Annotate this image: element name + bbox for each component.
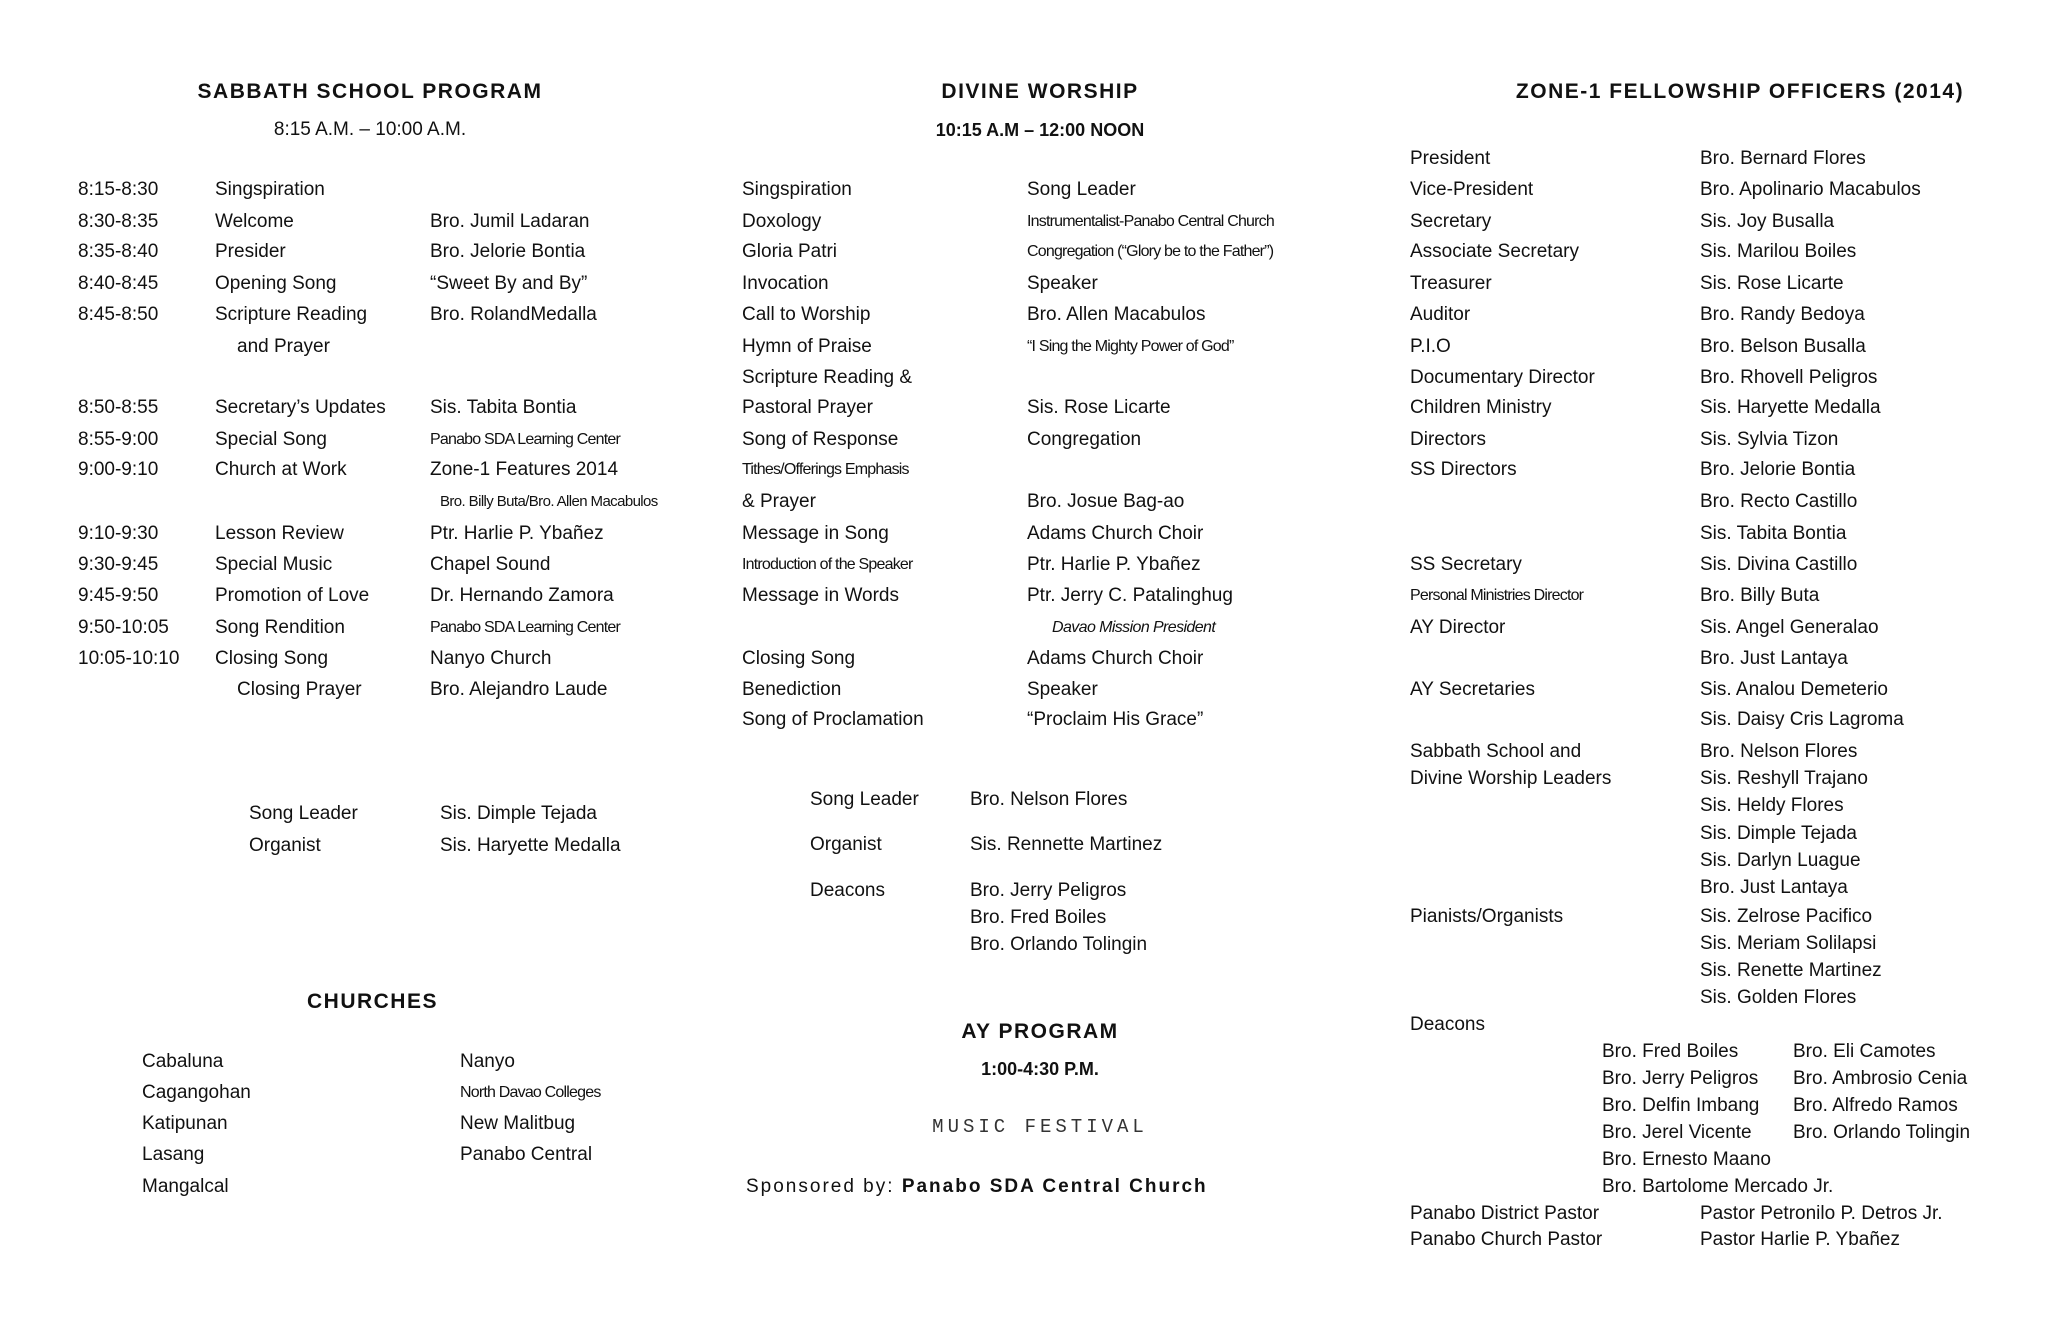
organist-name: Sis. Haryette Medalla (440, 835, 621, 856)
officer-role: Documentary Director (1410, 367, 1595, 388)
ss-row-time: 9:50-10:05 (78, 617, 169, 638)
ss-row-time: 10:05-10:10 (78, 648, 180, 669)
dw-row-person: Sis. Rose Licarte (1027, 397, 1171, 418)
leader-name: Sis. Dimple Tejada (1700, 823, 1858, 844)
officer-deacon-name: Bro. Orlando Tolingin (1793, 1122, 1971, 1143)
sponsor-name: Panabo SDA Central Church (901, 1176, 1208, 1197)
pianist-name: Sis. Zelrose Pacifico (1700, 906, 1873, 927)
ss-row-item: Special Song (215, 429, 327, 450)
ss-row-time: 8:55-9:00 (78, 429, 159, 450)
officer-name: Sis. Analou Demeterio (1700, 679, 1888, 700)
dw-deacon-name: Bro. Jerry Peligros (970, 880, 1127, 901)
officer-deacon-name: Bro. Jerry Peligros (1602, 1068, 1759, 1089)
officer-role: Children Ministry (1410, 397, 1552, 418)
ss-row-person: “Sweet By and By” (430, 273, 588, 294)
dw-row-item: Introduction of the Speaker (742, 556, 913, 573)
divine-worship-time: 10:15 A.M – 12:00 NOON (935, 120, 1145, 140)
ay-program-event: MUSIC FESTIVAL (932, 1116, 1148, 1138)
sabbath-school-title: SABBATH SCHOOL PROGRAM (197, 80, 543, 103)
dw-deacon-name: Bro. Orlando Tolingin (970, 934, 1148, 955)
dw-row-item: Gloria Patri (742, 241, 838, 262)
sponsor-prefix: Sponsored by: (746, 1176, 895, 1197)
ay-program-time: 1:00-4:30 P.M. (981, 1059, 1099, 1079)
dw-row-item: Doxology (742, 211, 822, 232)
officer-role: SS Secretary (1410, 554, 1522, 575)
officer-role: President (1410, 148, 1491, 169)
officer-role: P.I.O (1410, 336, 1451, 357)
ss-row-person: Bro. Jelorie Bontia (430, 241, 586, 262)
ss-row-item: and Prayer (237, 336, 330, 357)
church-item: Cabaluna (142, 1051, 224, 1072)
officer-role: Secretary (1410, 211, 1492, 232)
leader-name: Bro. Just Lantaya (1700, 877, 1848, 898)
dw-row-item: Hymn of Praise (742, 336, 872, 357)
church-item: Panabo Central (460, 1144, 593, 1165)
officer-name: Sis. Marilou Boiles (1700, 241, 1857, 262)
dw-row-item: Tithes/Offerings Emphasis (742, 461, 909, 478)
dw-row-item: Message in Words (742, 585, 899, 606)
ss-row-item: Special Music (215, 554, 333, 575)
pianists-label: Pianists/Organists (1410, 906, 1564, 927)
divine-worship-title: DIVINE WORSHIP (941, 80, 1139, 103)
dw-row-person: “I Sing the Mighty Power of God” (1027, 338, 1234, 355)
officer-name: Sis. Sylvia Tizon (1700, 429, 1839, 450)
ss-row-person: Bro. Jumil Ladaran (430, 211, 590, 232)
officer-deacon-name: Bro. Eli Camotes (1793, 1041, 1936, 1062)
ss-row-item: Closing Song (215, 648, 329, 669)
officer-name: Bro. Billy Buta (1700, 585, 1820, 606)
officer-name: Bro. Just Lantaya (1700, 648, 1848, 669)
dw-row-person: Song Leader (1027, 179, 1136, 200)
officers-deacons-label: Deacons (1410, 1014, 1485, 1035)
ss-row-person: Nanyo Church (430, 648, 552, 669)
dw-row-person: Instrumentalist-Panabo Central Church (1027, 213, 1274, 230)
ss-row-item: Singspiration (215, 179, 325, 200)
officer-deacon-name: Bro. Fred Boiles (1602, 1041, 1739, 1062)
dw-row-person: Adams Church Choir (1027, 648, 1204, 669)
officer-deacon-name: Bro. Ambrosio Cenia (1793, 1068, 1968, 1089)
leaders-label-1: Sabbath School and (1410, 741, 1582, 762)
ay-program-sponsor (746, 1175, 1208, 1199)
dw-row-person: Bro. Allen Macabulos (1027, 304, 1206, 325)
officer-name: Bro. Recto Castillo (1700, 491, 1858, 512)
dw-organist-name: Sis. Rennette Martinez (970, 834, 1163, 855)
leaders-label-2: Divine Worship Leaders (1410, 768, 1612, 789)
ss-row-item: Song Rendition (215, 617, 345, 638)
ss-row-person: Zone-1 Features 2014 (430, 459, 619, 480)
dw-row-item: & Prayer (742, 491, 816, 512)
ss-row-item: Promotion of Love (215, 585, 370, 606)
ss-row-time: 8:30-8:35 (78, 211, 159, 232)
officer-name: Sis. Divina Castillo (1700, 554, 1858, 575)
officer-role: Treasurer (1410, 273, 1492, 294)
leader-name: Bro. Nelson Flores (1700, 741, 1858, 762)
church-item: Lasang (142, 1144, 205, 1165)
dw-row-person: Bro. Josue Bag-ao (1027, 491, 1185, 512)
song-leader-label: Song Leader (249, 803, 358, 824)
church-item: Katipunan (142, 1113, 228, 1134)
ss-row-item: Welcome (215, 211, 294, 232)
officer-deacon-name: Bro. Jerel Vicente (1602, 1122, 1752, 1143)
dw-row-item: Pastoral Prayer (742, 397, 873, 418)
leader-name: Sis. Darlyn Luague (1700, 850, 1861, 871)
sabbath-school-time: 8:15 A.M. – 10:00 A.M. (273, 119, 467, 140)
district-pastor-name: Pastor Petronilo P. Detros Jr. (1700, 1203, 1943, 1224)
ss-row-time: 8:35-8:40 (78, 241, 159, 262)
officer-name: Sis. Tabita Bontia (1700, 523, 1847, 544)
church-item: North Davao Colleges (460, 1084, 601, 1101)
church-item: Nanyo (460, 1051, 515, 1072)
pianist-name: Sis. Renette Martinez (1700, 960, 1882, 981)
ss-row-item: Closing Prayer (237, 679, 362, 700)
officer-name: Sis. Haryette Medalla (1700, 397, 1881, 418)
dw-row-person: Davao Mission President (1052, 619, 1216, 636)
ss-row-person: Bro. Alejandro Laude (430, 679, 608, 700)
ss-row-item: Lesson Review (215, 523, 344, 544)
officer-name: Bro. Belson Busalla (1700, 336, 1866, 357)
officer-deacon-name: Bro. Ernesto Maano (1602, 1149, 1771, 1170)
ss-row-person: Bro. RolandMedalla (430, 304, 597, 325)
officer-deacon-name: Bro. Bartolome Mercado Jr. (1602, 1176, 1834, 1197)
dw-row-item: Scripture Reading & (742, 367, 913, 388)
dw-row-item: Singspiration (742, 179, 852, 200)
officer-deacon-name: Bro. Alfredo Ramos (1793, 1095, 1958, 1116)
leader-name: Sis. Reshyll Trajano (1700, 768, 1868, 789)
officer-name: Bro. Apolinario Macabulos (1700, 179, 1921, 200)
dw-row-item: Closing Song (742, 648, 856, 669)
dw-row-item: Message in Song (742, 523, 889, 544)
ss-row-item: Scripture Reading (215, 304, 368, 325)
officer-role: AY Secretaries (1410, 679, 1535, 700)
ss-row-time: 9:00-9:10 (78, 459, 159, 480)
officer-name: Sis. Joy Busalla (1700, 211, 1835, 232)
officers-column (1380, 0, 2048, 1339)
officers-title: ZONE-1 FELLOWSHIP OFFICERS (2014) (1515, 80, 1965, 103)
ss-row-person: Bro. Billy Buta/Bro. Allen Macabulos (440, 493, 658, 510)
ss-row-person: Sis. Tabita Bontia (430, 397, 577, 418)
officer-role: SS Directors (1410, 459, 1517, 480)
sabbath-school-column (0, 0, 690, 1339)
ss-row-item: Opening Song (215, 273, 337, 294)
dw-song-leader-label: Song Leader (810, 789, 919, 810)
church-item: New Malitbug (460, 1113, 576, 1134)
dw-row-item: Song of Response (742, 429, 899, 450)
ss-row-item: Church at Work (215, 459, 347, 480)
officer-name: Bro. Jelorie Bontia (1700, 459, 1856, 480)
officer-deacon-name: Bro. Delfin Imbang (1602, 1095, 1760, 1116)
ss-row-time: 8:40-8:45 (78, 273, 159, 294)
ss-row-time: 8:45-8:50 (78, 304, 159, 325)
church-item: Cagangohan (142, 1082, 251, 1103)
ss-row-time: 9:10-9:30 (78, 523, 159, 544)
ay-program-title: AY PROGRAM (961, 1020, 1119, 1043)
officer-role: Directors (1410, 429, 1487, 450)
pianist-name: Sis. Golden Flores (1700, 987, 1857, 1008)
pianist-name: Sis. Meriam Solilapsi (1700, 933, 1877, 954)
officer-role: Auditor (1410, 304, 1471, 325)
churches-title: CHURCHES (306, 990, 438, 1013)
district-pastor-label: Panabo District Pastor (1410, 1203, 1600, 1224)
dw-row-item: Invocation (742, 273, 829, 294)
officer-name: Sis. Daisy Cris Lagroma (1700, 709, 1904, 730)
dw-row-person: Ptr. Jerry C. Patalinghug (1027, 585, 1233, 606)
ss-row-person: Chapel Sound (430, 554, 551, 575)
ss-row-person: Panabo SDA Learning Center (430, 619, 621, 636)
church-item: Mangalcal (142, 1176, 229, 1197)
ss-row-item: Secretary’s Updates (215, 397, 386, 418)
church-pastor-name: Pastor Harlie P. Ybañez (1700, 1229, 1900, 1250)
organist-label: Organist (249, 835, 321, 856)
dw-deacon-name: Bro. Fred Boiles (970, 907, 1107, 928)
dw-row-person: Congregation (“Glory be to the Father”) (1027, 243, 1274, 260)
ss-row-person: Ptr. Harlie P. Ybañez (430, 523, 604, 544)
dw-song-leader-name: Bro. Nelson Flores (970, 789, 1128, 810)
church-pastor-label: Panabo Church Pastor (1410, 1229, 1603, 1250)
divine-worship-column (690, 0, 1380, 1339)
ss-row-item: Presider (215, 241, 286, 262)
ss-row-time: 8:50-8:55 (78, 397, 159, 418)
dw-deacons-label: Deacons (810, 880, 885, 901)
ss-row-time: 9:30-9:45 (78, 554, 159, 575)
dw-row-person: Congregation (1027, 429, 1142, 450)
dw-row-item: Song of Proclamation (742, 709, 924, 730)
dw-row-person: Speaker (1027, 679, 1098, 700)
dw-row-item: Call to Worship (742, 304, 871, 325)
dw-row-person: Adams Church Choir (1027, 523, 1204, 544)
leader-name: Sis. Heldy Flores (1700, 795, 1844, 816)
dw-row-person: Speaker (1027, 273, 1098, 294)
officer-name: Bro. Rhovell Peligros (1700, 367, 1878, 388)
ss-row-time: 8:15-8:30 (78, 179, 159, 200)
dw-row-item: Benediction (742, 679, 842, 700)
ss-row-person: Panabo SDA Learning Center (430, 431, 621, 448)
dw-row-person: “Proclaim His Grace” (1027, 709, 1204, 730)
officer-name: Bro. Randy Bedoya (1700, 304, 1865, 325)
ss-row-person: Dr. Hernando Zamora (430, 585, 614, 606)
officer-name: Sis. Rose Licarte (1700, 273, 1844, 294)
officer-role: Associate Secretary (1410, 241, 1579, 262)
officer-name: Bro. Bernard Flores (1700, 148, 1866, 169)
officer-role: Personal Ministries Director (1410, 587, 1584, 604)
dw-row-person: Ptr. Harlie P. Ybañez (1027, 554, 1201, 575)
song-leader-name: Sis. Dimple Tejada (440, 803, 598, 824)
ss-row-time: 9:45-9:50 (78, 585, 159, 606)
officer-name: Sis. Angel Generalao (1700, 617, 1879, 638)
dw-organist-label: Organist (810, 834, 882, 855)
officer-role: AY Director (1410, 617, 1506, 638)
officer-role: Vice-President (1410, 179, 1534, 200)
